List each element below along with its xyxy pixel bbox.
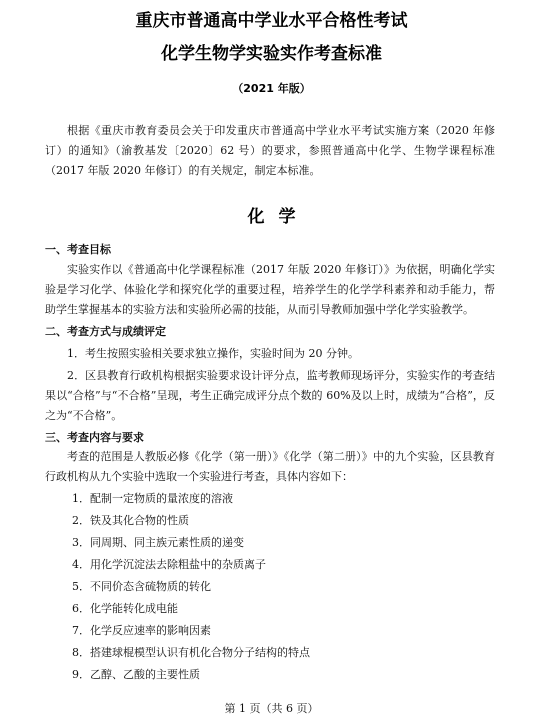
document-title: 重庆市普通高中学业水平合格性考试 [135, 11, 408, 31]
intro-paragraph: 根据《重庆市教育委员会关于印发重庆市普通高中学业水平考试实施方案（2020 年修订）的通知》（渝教基发〔2020〕62 号）的要求，参照普通高中化学、生物学课程标准（2017 年版 2020 年修订）的有关规定，制定本标准。 [45, 124, 495, 177]
experiment-item: 1．配制一定物质的量浓度的溶液 [72, 492, 233, 505]
experiment-item: 8．搭建球棍模型认识有机化合物分子结构的特点 [72, 646, 310, 659]
subject-heading: 化学 [247, 207, 310, 227]
experiment-item: 7．化学反应速率的影响因素 [72, 624, 211, 637]
experiment-item: 2．铁及其化合物的性质 [72, 514, 189, 527]
content-paragraph: 考查的范围是人教版必修《化学（第一册）》《化学（第二册）》中的九个实验，区县教育行政机构从九个实验中选取一个实验进行考查，具体内容如下： [45, 450, 495, 483]
experiment-item: 6．化学能转化成电能 [72, 602, 178, 615]
document-subtitle: 化学生物学实验实作考查标准 [161, 44, 382, 64]
section-heading-method: 二、考查方式与成绩评定 [45, 325, 166, 338]
method-item-2: 2．区县教育行政机构根据实验要求设计评分点，监考教师现场评分，实验实作的考查结果以“合格”与“不合格”呈现，考生正确完成评分点个数的 60%及以上时，成绩为“合格”，反之为“不合格”。 [45, 369, 495, 422]
experiment-item: 5．不同价态含硫物质的转化 [72, 580, 211, 593]
experiment-item: 9．乙醇、乙酸的主要性质 [72, 668, 200, 681]
page-footer: 第 1 页（共 6 页） [224, 702, 319, 715]
objectives-paragraph: 实验实作以《普通高中化学课程标准（2017 年版 2020 年修订）》为依据，明确化学实验是学习化学、体验化学和探究化学的重要过程，培养学生的化学学科素养和动手能力，帮助学生掌握基本的实验方法和实验所必需的技能，从而引导教师加强中学化学实验教学。 [45, 263, 495, 316]
experiment-item: 3．同周期、同主族元素性质的递变 [72, 536, 244, 549]
edition-label: （2021 年版） [232, 82, 311, 95]
experiment-item: 4．用化学沉淀法去除粗盐中的杂质离子 [72, 558, 266, 571]
section-heading-objectives: 一、考查目标 [45, 243, 111, 256]
section-heading-content: 三、考查内容与要求 [45, 431, 144, 444]
method-item-1: 1．考生按照实验相关要求独立操作，实验时间为 20 分钟。 [67, 347, 359, 360]
